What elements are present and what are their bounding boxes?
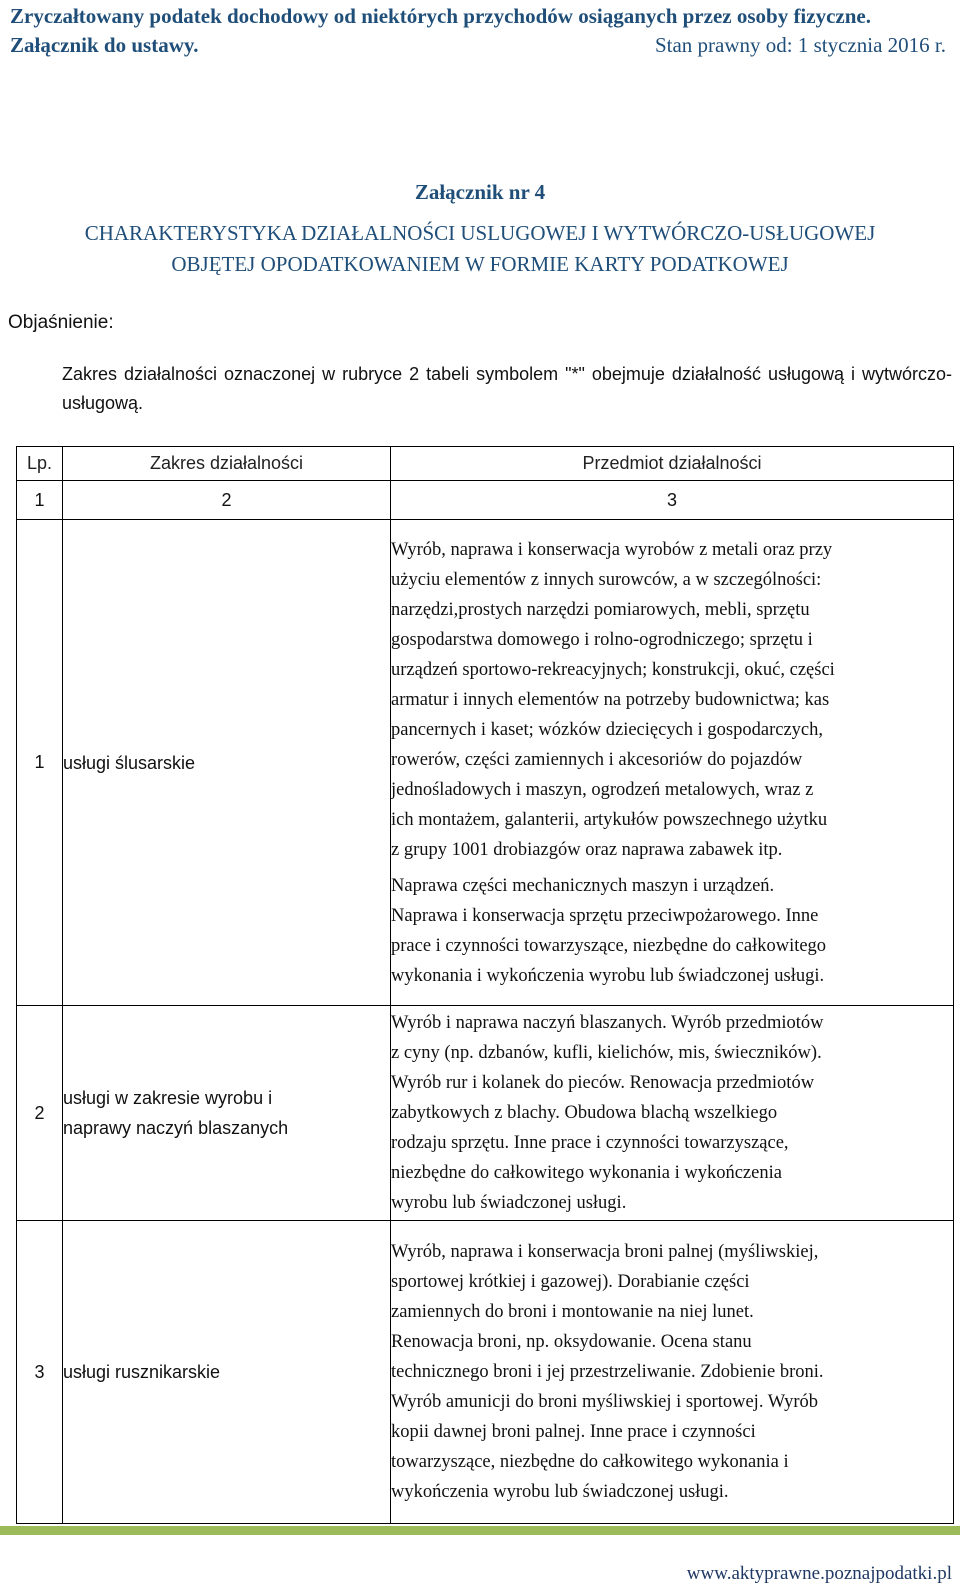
table-row xyxy=(17,1006,954,1221)
document-title-line-2: OBJĘTEJ OPODATKOWANIEM W FORMIE KARTY PODATKOWEJ xyxy=(171,252,789,276)
table-column-numbers-row xyxy=(17,481,954,520)
row-lp: 3 xyxy=(17,1221,63,1524)
column-number-3: 3 xyxy=(391,481,954,520)
act-title: Zryczałtowany podatek dochodowy od niektórych przychodów osiąganych przez osoby fizyczne. xyxy=(10,4,871,28)
footer-url[interactable]: www.aktyprawne.poznajpodatki.pl xyxy=(686,1563,952,1584)
row-subject xyxy=(391,1006,954,1221)
row-subject xyxy=(391,1221,954,1524)
table-row xyxy=(17,520,954,1006)
row-lp: 1 xyxy=(17,520,63,1006)
activities-table xyxy=(16,446,954,1524)
table-row xyxy=(17,1221,954,1524)
table-header-row xyxy=(17,447,954,481)
row-subject-main: Wyrób, naprawa i konserwacja wyrobów z metali oraz przy użyciu elementów z innych surowców, a w szczególności: narzędzi,prostych narzędzi pomiarowych, mebli, sprzętu gospodarstwa domowego i rolno-ogrodniczego; sprzętu i urządzeń sportowo-rekreacyjnych; konstrukcji, okuć, części armatur i innych elementów na potrzeby budownictwa; kas pancernych i kaset; wózków dziecięcych i gospodarczych, rowerów, części zamiennych i akcesoriów do pojazdów jednośladowych i maszyn, ogrodzeń metalowych, wraz z ich montażem, galanterii, artykułów powszechnego użytku z grupy 1001 drobiazgów oraz naprawa zabawek itp. xyxy=(391,539,835,860)
row-scope: usługi ślusarskie xyxy=(63,520,391,1006)
footer-bar xyxy=(0,1526,960,1535)
row-lp: 2 xyxy=(17,1006,63,1221)
row-scope-text: usługi w zakresie wyrobu i naprawy naczyń blaszanych xyxy=(63,1088,289,1138)
document-title-line-1: CHARAKTERYSTYKA DZIAŁALNOŚCI USLUGOWEJ I WYTWÓRCZO-USŁUGOWEJ xyxy=(84,221,876,245)
row-subject xyxy=(391,520,954,1006)
row-scope: usługi rusznikarskie xyxy=(63,1221,391,1524)
row-scope xyxy=(63,1006,391,1221)
row-subject-main: Wyrób i naprawa naczyń blaszanych. Wyrób przedmiotów z cyny (np. dzbanów, kufli, kielichów, mis, świeczników). Wyrób rur i kolanek do pieców. Renowacja przedmiotów zabytkowych z blachy. Obudowa blachą wszelkiego rodzaju sprzętu. Inne prace i czynności towarzyszące, niezbędne do całkowitego wykonania i wykończenia wyrobu lub świadczonej usługi. xyxy=(391,1013,824,1213)
column-number-2: 2 xyxy=(63,481,391,520)
row-subject-extra: Naprawa części mechanicznych maszyn i urządzeń. Naprawa i konserwacja sprzętu przeciwpożarowego. Inne prace i czynności towarzyszące, niezbędne do całkowitego wykonania i wykończenia wyrobu lub świadczonej usługi. xyxy=(391,875,827,986)
header-subject: Przedmiot działalności xyxy=(391,447,954,481)
document-title xyxy=(0,218,960,280)
legal-state-date: Stan prawny od: 1 stycznia 2016 r. xyxy=(654,33,946,57)
header-lp: Lp. xyxy=(17,447,63,481)
header-scope: Zakres działalności xyxy=(63,447,391,481)
column-number-1: 1 xyxy=(17,481,63,520)
explanation-label: Objaśnienie: xyxy=(8,312,114,333)
annex-reference: Załącznik do ustawy. xyxy=(10,33,199,57)
row-subject-main: Wyrób, naprawa i konserwacja broni palnej (myśliwskiej, sportowej krótkiej i gazowej). Dorabianie części zamiennych do broni i montowanie na niej lunet. Renowacja broni, np. oksydowanie. Ocena stanu technicznego broni i jej przestrzeliwanie. Zdobienie broni. Wyrób amunicji do broni myśliwskiej i sportowej. Wyrób kopii dawnej broni palnej. Inne prace i czynności towarzyszące, niezbędne do całkowitego wykonania i wykończenia wyrobu lub świadczonej usługi. xyxy=(391,1242,824,1502)
annex-number: Załącznik nr 4 xyxy=(414,180,546,204)
explanation-text: Zakres działalności oznaczonej w rubryce 2 tabeli symbolem "*" obejmuje działalność usługową i wytwórczo-usługową. xyxy=(62,364,952,413)
